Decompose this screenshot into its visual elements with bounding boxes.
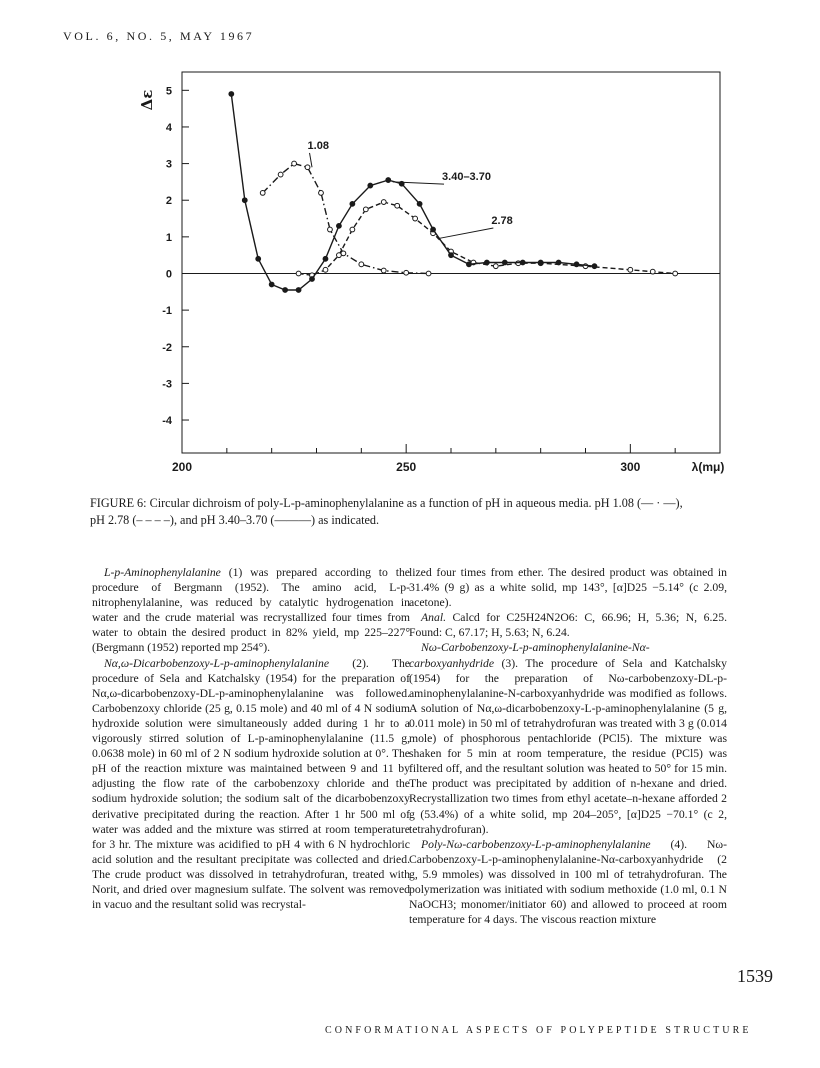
x-tick-label: 250: [396, 460, 417, 474]
data-point: [296, 288, 301, 293]
leader-line: [310, 153, 312, 167]
paragraph-heading: Poly-Nω-carbobenzoxy-L-p-aminophenylalanine: [421, 837, 651, 851]
data-point: [650, 269, 655, 274]
paragraph-carboxyanhydride: [409, 640, 727, 836]
data-point: [484, 260, 489, 265]
data-point: [556, 260, 561, 265]
cd-chart: [120, 60, 730, 490]
x-tick-label: 200: [171, 460, 193, 474]
data-point: [283, 288, 288, 293]
data-point: [260, 190, 265, 195]
label-ph-3-40-3-70: 3.40–3.70: [442, 171, 491, 184]
y-tick-label: -2: [162, 341, 172, 354]
data-point: [502, 260, 507, 265]
data-point: [368, 183, 373, 188]
data-point: [538, 260, 543, 265]
paragraph-body: (2). The procedure of Sela and Katchalsky (1954) for the preparation of Nα,ω-dicarbobenzoxy-DL-p-aminophenylalanine was followed. Carbobenzoxy chloride (25 g, 0.15 mole) and 40 ml of 4 N sodium hydroxide solution were simultaneously added during 1 hr to a vigorously stirred solution of L-p-aminophenylalanine (11.5 g, 0.0638 mole) in 60 ml of 2 N sodium hydroxide solution at 0°. The pH of the reaction mixture was maintained between 9 and 11 by adjusting the flow rate of the carbobenzoxy chloride and the sodium hydroxide solution; the sodium salt of the dicarbobenzoxy derivative precipitated during the reaction. After 1 hr 500 ml of water was added and the mixture was stirred at room temperature for 3 hr. The mixture was acidified to pH 4 with 6 N hydrochloric acid solution and the resultant precipitate was collected and dried. The crude product was dissolved in tetrahydrofuran, treated with Norit, and dried over magnesium sulfate. The solvent was removed in vacuo and the resultant solid was recrystal-: [92, 656, 410, 912]
running-footer: CONFORMATIONAL ASPECTS OF POLYPEPTIDE STRUCTURE: [325, 1025, 752, 1036]
x-tick-label: 300: [620, 460, 641, 474]
paragraph-polymer: [409, 837, 727, 928]
paragraph-analysis: [409, 610, 727, 640]
paragraph-aminophenylalanine: [92, 565, 410, 656]
data-point: [323, 267, 328, 272]
data-point: [305, 165, 310, 170]
y-axis-label: Δε: [138, 89, 156, 111]
data-point: [337, 223, 342, 228]
y-tick-label: 2: [165, 195, 172, 208]
data-point: [395, 203, 400, 208]
y-tick-label: -1: [162, 305, 172, 318]
data-point: [592, 264, 597, 269]
data-point: [359, 262, 364, 267]
y-tick-label: -3: [162, 378, 172, 391]
data-point: [386, 178, 391, 183]
data-point: [404, 270, 409, 275]
paragraph-heading: Nω-Carbobenzoxy-L-p-aminophenylalanine-Nα-carboxyanhydride: [409, 641, 650, 670]
data-point: [296, 271, 301, 276]
data-point: [431, 227, 436, 232]
y-tick-label: 0: [165, 268, 172, 281]
y-tick-label: 4: [165, 121, 172, 134]
caption-line-2: pH 2.78 (– – – –), and pH 3.40–3.70 (———) as indicated.: [90, 513, 380, 527]
paragraph-heading: L-p-Aminophenylalanine: [104, 566, 221, 579]
data-point: [381, 200, 386, 205]
data-point: [350, 201, 355, 206]
paragraph-heading: Nα,ω-Dicarbobenzoxy-L-p-aminophenylalanine: [104, 656, 330, 670]
data-point: [229, 92, 234, 97]
data-point: [310, 277, 315, 282]
data-point: [673, 271, 678, 276]
leader-line: [438, 228, 494, 239]
data-point: [350, 227, 355, 232]
y-tick-label: 5: [165, 85, 172, 98]
data-point: [319, 190, 324, 195]
data-point: [574, 262, 579, 267]
data-point: [381, 268, 386, 273]
data-point: [278, 172, 283, 177]
data-point: [363, 207, 368, 212]
y-tick-label: 3: [165, 158, 172, 171]
data-point: [337, 253, 342, 258]
figure-caption: [90, 495, 760, 529]
y-tick-label: 1: [165, 231, 172, 244]
data-point: [256, 256, 261, 261]
data-point: [242, 198, 247, 203]
data-point: [417, 201, 422, 206]
caption-line-1: FIGURE 6: Circular dichroism of poly-L-p-aminophenylalanine as a function of pH in aqueous media. pH 1.08 (— · —),: [90, 496, 683, 510]
data-point: [467, 262, 472, 267]
data-point: [493, 264, 498, 269]
series-line-ph-1-08: [263, 164, 429, 274]
data-point: [292, 161, 297, 166]
data-point: [628, 267, 633, 272]
paragraph-body: Calcd for C25H24N2O6: C, 66.96; H, 5.36; N, 6.25. Found: C, 67.17; H, 5.63; N, 6.24.: [409, 611, 727, 640]
label-ph-2-78: 2.78: [491, 215, 513, 228]
running-header: VOL. 6, NO. 5, MAY 1967: [63, 29, 255, 43]
data-point: [449, 253, 454, 258]
data-point: [520, 260, 525, 265]
data-point: [426, 271, 431, 276]
paragraph-body: (3). The procedure of Sela and Katchalsky (1954) for the preparation of Nω-carbobenzoxy-DL-p-aminophenylalanine-N-carboxyanhydride was modified as follows. A solution of Nα,ω-dicarbobenzoxy-L-p-aminophenylalanine (5 g, 0.011 mole) in 50 ml of tetrahydrofuran was treated with 3 g (0.014 mole) of phosphorous pentachloride (PCl5). The mixture was shaken for 5 min at room temperature, the residue (PCl5) was filtered off, and the resultant solution was heated to 50° for 15 min. The product was precipitated by addition of n-hexane and dried. Recrystallization two times from ethyl acetate–n-hexane afforded 2 g (53.4%) of a white solid, mp 204–205°, [α]D25 −70.1° (c 2, tetrahydrofuran).: [409, 656, 727, 836]
data-point: [323, 256, 328, 261]
paragraph-body: (1) was prepared according to the procedure of Bergmann (1952). The amino acid, L-p-nitrophenylalanine, was reduced by catalytic hydrogenation in water and the crude material was recrystallized four times from water to obtain the desired product in 82% yield, mp 225–227° (Bergmann (1952) reported mp 254°).: [92, 566, 410, 655]
page-number: 1539: [737, 966, 773, 986]
right-column: [409, 565, 727, 927]
paragraph-dicarbobenzoxy: [92, 656, 410, 913]
paragraph-continued: [409, 565, 727, 610]
cd-figure: [120, 60, 730, 490]
paragraph-heading: Anal.: [421, 611, 446, 625]
label-ph-1-08: 1.08: [307, 139, 329, 152]
paragraph-body: lized four times from ether. The desired product was obtained in 31.4% (9 g) as a white solid, mp 143°, [α]D25 −5.14° (c 2.09, acetone).: [409, 566, 727, 610]
y-tick-label: -4: [162, 415, 172, 428]
plot-frame: [182, 72, 720, 453]
left-column: [92, 565, 410, 912]
data-point: [328, 227, 333, 232]
data-point: [269, 282, 274, 287]
data-point: [413, 216, 418, 221]
paragraph-body: (4). Nω-Carbobenzoxy-L-p-aminophenylalanine-Nα-carboxyanhydride (2 g, 5.9 mmoles) was dissolved in 100 ml of tetrahydrofuran. The polymerization was initiated with sodium methoxide (1.0 ml, 0.1 N NaOCH3; monomer/initiator 60) and allowed to proceed at room temperature for 4 days. The viscous reaction mixture: [409, 837, 727, 927]
x-axis-label: λ(mμ): [691, 460, 725, 474]
